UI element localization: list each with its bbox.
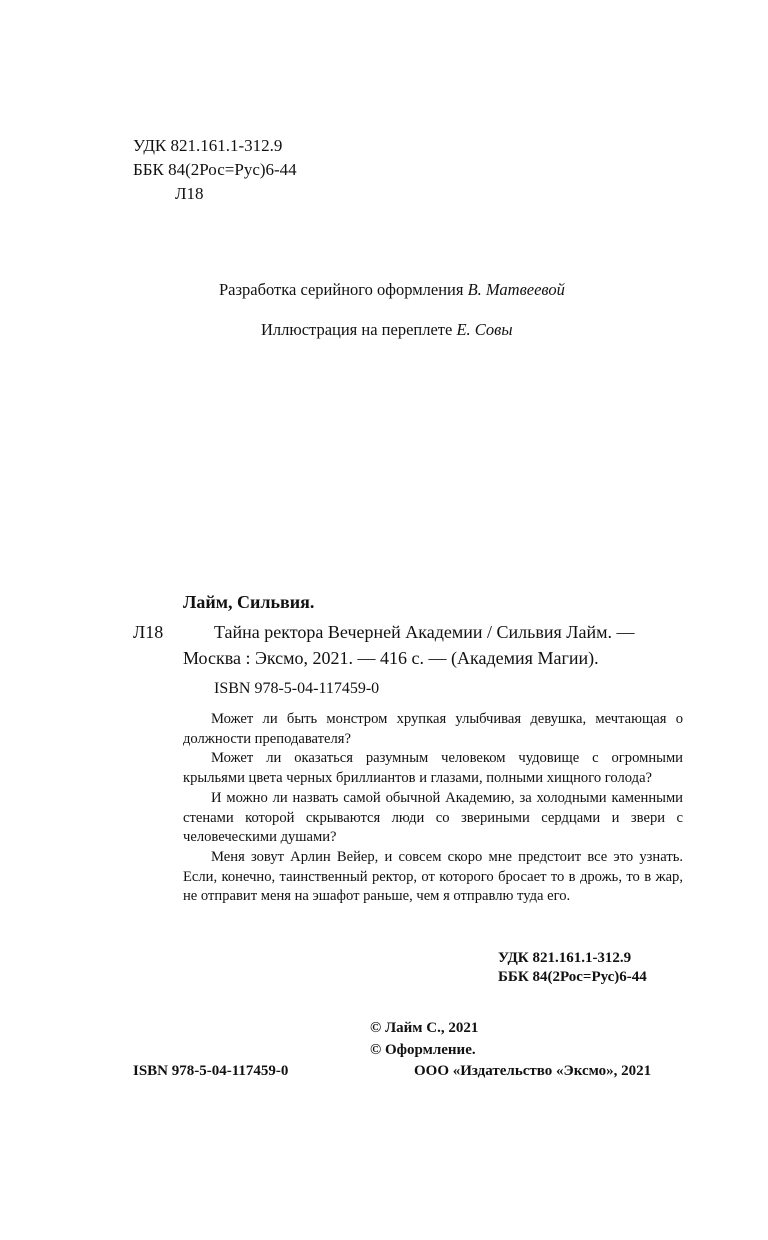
bib-isbn: ISBN 978-5-04-117459-0 [214,680,380,697]
udk-code: УДК 821.161.1-312.9 [133,136,283,155]
bib-author-mark: Л18 [133,622,164,642]
series-design-credit [219,280,565,300]
copyright-isbn: ISBN 978-5-04-117459-0 [133,1063,289,1079]
copyright-author: © Лайм С., 2021 [370,1020,479,1036]
copyright-publisher: ООО «Издательство «Эксмо», 2021 [414,1063,652,1079]
series-design-name: В. Матвеевой [467,280,565,299]
author-mark: Л18 [175,184,204,203]
bbk-code: ББК 84(2Рос=Рус)6-44 [133,160,297,179]
annotation-paragraph: Может ли оказаться разумным человеком чудовище с огромными крыльями цвета черных бриллиантов и глазами, полными хищного голода? [183,750,683,787]
annotation-paragraph: Может ли быть монстром хрупкая улыбчивая девушка, мечтающая о должности преподавателя? [183,711,683,747]
series-design-label: Разработка серийного оформления [219,280,464,299]
footer-udk: УДК 821.161.1-312.9 [498,950,632,966]
bib-author: Лайм, Сильвия. [183,592,315,612]
illustration-label: Иллюстрация на переплете [261,320,453,339]
bib-title: Тайна ректора Вечерней Академии / Сильвия Лайм. — [214,622,635,642]
annotation-paragraph: И можно ли назвать самой обычной Академию, за холодными каменными стенами которой скрываются люди со звериными сердцами и звери с человеческими душами? [183,789,683,846]
copyright-design: © Оформление. [370,1042,476,1058]
classification-codes [133,134,297,206]
annotation-paragraph: Меня зовут Арлин Вейер, и совсем скоро мне предстоит все это узнать. Если, конечно, таинственный ректор, от которого бросает то в дрожь, то в жар, не отправит меня на эшафот раньше, чем я отправлю туда его. [183,848,683,905]
bib-publication: Москва : Эксмо, 2021. — 416 с. — (Академия Магии). [183,648,599,668]
illustration-credit [261,320,513,340]
annotation [183,710,683,907]
illustration-name: Е. Совы [456,320,513,339]
footer-bbk: ББК 84(2Рос=Рус)6-44 [498,969,647,985]
